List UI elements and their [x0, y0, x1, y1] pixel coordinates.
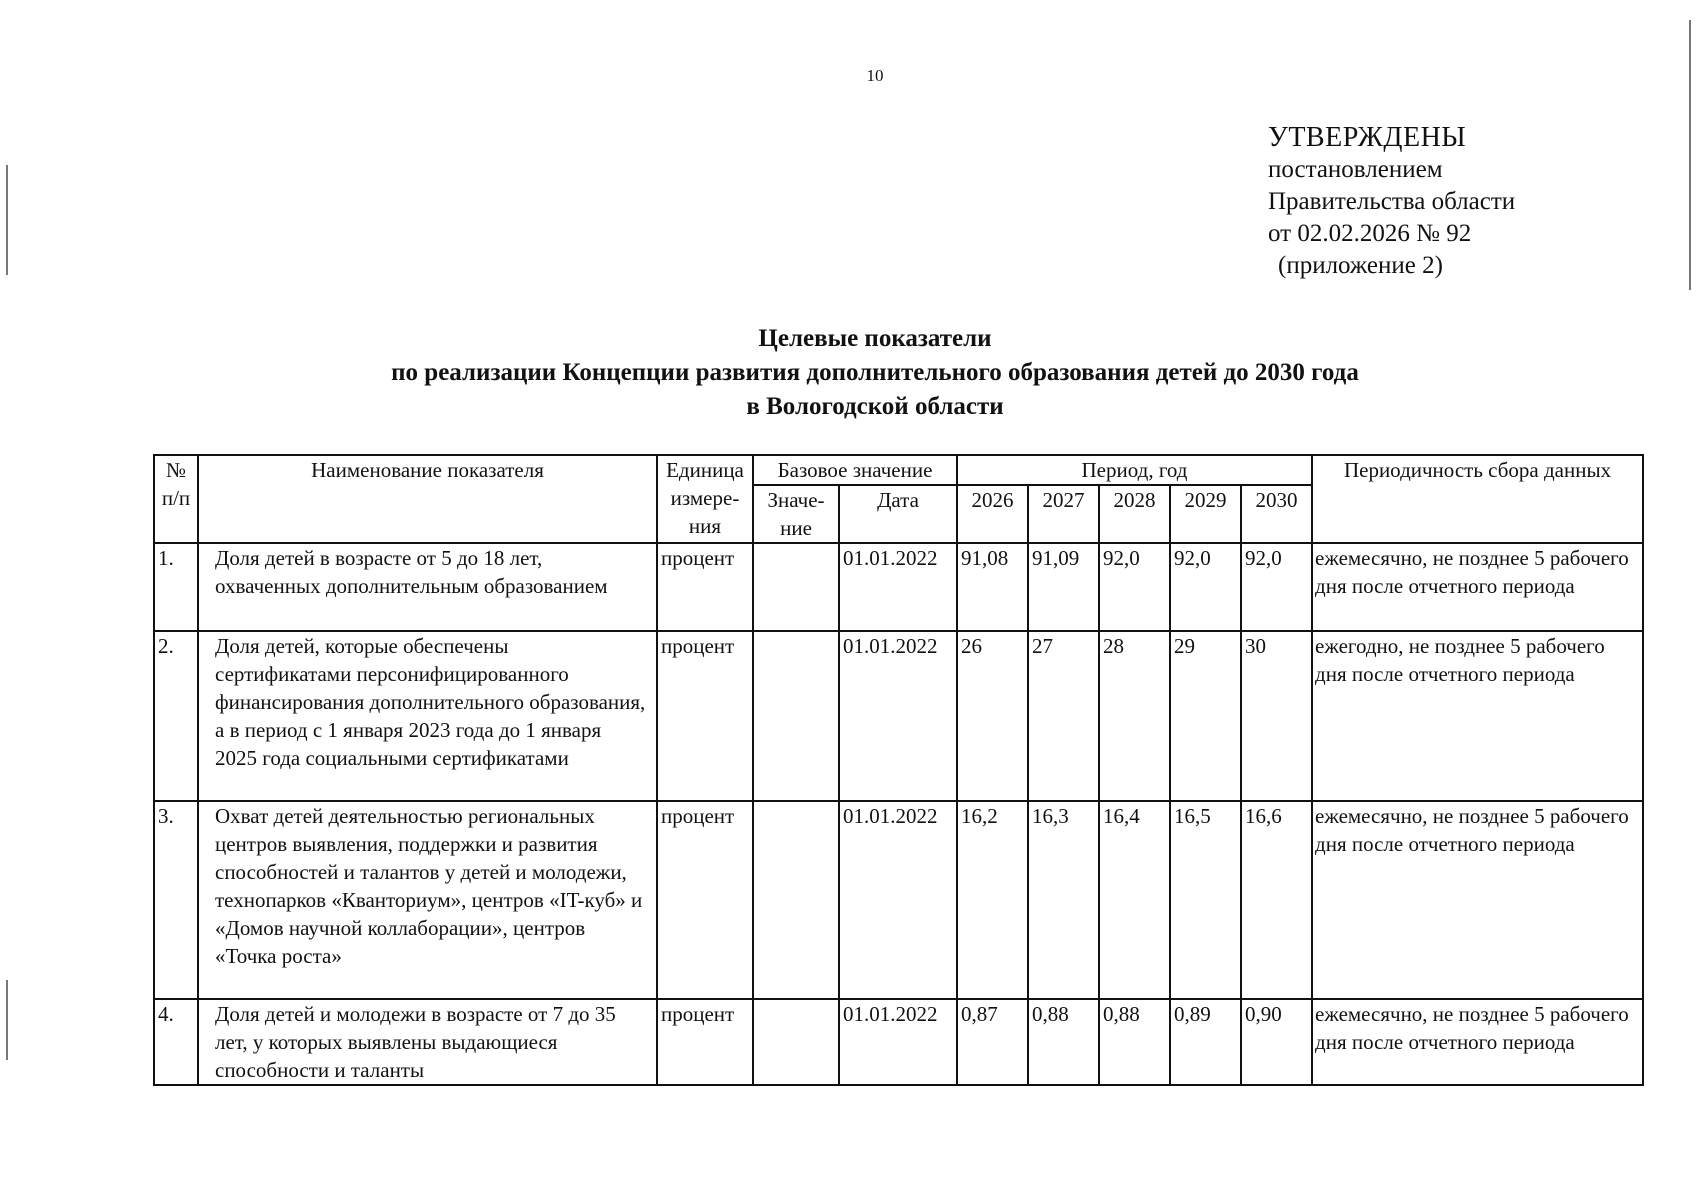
- year-value-cell: 0,88: [1028, 999, 1099, 1085]
- frequency-cell: ежемесячно, не позднее 5 рабочего дня после отчетного периода: [1312, 543, 1643, 631]
- year-value-cell: 29: [1170, 631, 1241, 801]
- header-frequency: Периодичность сбора данных: [1312, 455, 1643, 543]
- title-line: Целевые показатели: [758, 325, 992, 352]
- scan-margin-mark: [1689, 20, 1691, 290]
- year-value-cell: 92,0: [1099, 543, 1170, 631]
- year-value-cell: 0,88: [1099, 999, 1170, 1085]
- table-row: [154, 631, 1643, 801]
- approval-note: (приложение 2): [1278, 252, 1443, 279]
- header-year: 2027: [1028, 485, 1099, 543]
- base-value-cell: [753, 801, 839, 999]
- header-base: Базовое значение: [753, 455, 957, 485]
- base-date-cell: 01.01.2022: [839, 801, 957, 999]
- table-row: [154, 801, 1643, 999]
- table-row: [154, 999, 1643, 1085]
- row-num: 1.: [154, 543, 198, 631]
- indicator-name: Доля детей, которые обеспечены сертификатами персонифицированного финансирования дополнительного образования, а в период с 1 января 2023 года до 1 января 2025 года социальными сертификатами: [198, 631, 657, 801]
- header-base-value: Значе-ние: [753, 485, 839, 543]
- approval-line: от 02.02.2026 № 92: [1268, 220, 1472, 247]
- base-date-cell: 01.01.2022: [839, 999, 957, 1085]
- year-value-cell: 0,87: [957, 999, 1028, 1085]
- approval-line: постановлением: [1268, 156, 1443, 183]
- title-line: в Вологодской области: [746, 393, 1004, 420]
- year-value-cell: 28: [1099, 631, 1170, 801]
- row-num: 3.: [154, 801, 198, 999]
- indicator-name: Охват детей деятельностью региональных центров выявления, поддержки и развития способностей и талантов у детей и молодежи, технопарков «Кванториум», центров «IT-куб» и «Домов научной коллаборации», центров «Точка роста»: [198, 801, 657, 999]
- row-num: 4.: [154, 999, 198, 1085]
- scan-margin-mark: [6, 980, 8, 1060]
- header-year: 2026: [957, 485, 1028, 543]
- unit-cell: процент: [657, 631, 753, 801]
- year-value-cell: 16,6: [1241, 801, 1312, 999]
- approval-line: Правительства области: [1268, 188, 1516, 215]
- header-year: 2029: [1170, 485, 1241, 543]
- frequency-cell: ежемесячно, не позднее 5 рабочего дня после отчетного периода: [1312, 801, 1643, 999]
- header-base-date: Дата: [839, 485, 957, 543]
- frequency-cell: ежегодно, не позднее 5 рабочего дня после отчетного периода: [1312, 631, 1643, 801]
- indicators-table: [153, 454, 1644, 1086]
- page-number: 10: [866, 66, 884, 85]
- row-num: 2.: [154, 631, 198, 801]
- year-value-cell: 26: [957, 631, 1028, 801]
- header-num: № п/п: [154, 455, 198, 543]
- approval-title: УТВЕРЖДЕНЫ: [1268, 122, 1467, 153]
- year-value-cell: 92,0: [1241, 543, 1312, 631]
- year-value-cell: 91,08: [957, 543, 1028, 631]
- indicator-name: Доля детей в возрасте от 5 до 18 лет, охваченных дополнительным образованием: [198, 543, 657, 631]
- year-value-cell: 91,09: [1028, 543, 1099, 631]
- base-date-cell: 01.01.2022: [839, 631, 957, 801]
- scan-margin-mark: [6, 165, 8, 275]
- base-date-cell: 01.01.2022: [839, 543, 957, 631]
- year-value-cell: 16,3: [1028, 801, 1099, 999]
- year-value-cell: 27: [1028, 631, 1099, 801]
- year-value-cell: 16,5: [1170, 801, 1241, 999]
- document-title: [0, 322, 1697, 424]
- year-value-cell: 0,90: [1241, 999, 1312, 1085]
- unit-cell: процент: [657, 999, 753, 1085]
- header-year: 2030: [1241, 485, 1312, 543]
- base-value-cell: [753, 543, 839, 631]
- indicator-name: Доля детей и молодежи в возрасте от 7 до 35 лет, у которых выявлены выдающиеся способности и таланты: [198, 999, 657, 1085]
- unit-cell: процент: [657, 543, 753, 631]
- frequency-cell: ежемесячно, не позднее 5 рабочего дня после отчетного периода: [1312, 999, 1643, 1085]
- approval-stamp: [1268, 122, 1515, 282]
- table-row: [154, 543, 1643, 631]
- year-value-cell: 0,89: [1170, 999, 1241, 1085]
- header-unit: Единица измере-ния: [657, 455, 753, 543]
- header-period: Период, год: [957, 455, 1312, 485]
- year-value-cell: 92,0: [1170, 543, 1241, 631]
- unit-cell: процент: [657, 801, 753, 999]
- base-value-cell: [753, 631, 839, 801]
- year-value-cell: 16,2: [957, 801, 1028, 999]
- header-year: 2028: [1099, 485, 1170, 543]
- header-name: Наименование показателя: [198, 455, 657, 543]
- year-value-cell: 16,4: [1099, 801, 1170, 999]
- year-value-cell: 30: [1241, 631, 1312, 801]
- base-value-cell: [753, 999, 839, 1085]
- title-line: по реализации Концепции развития дополнительного образования детей до 2030 года: [391, 359, 1359, 386]
